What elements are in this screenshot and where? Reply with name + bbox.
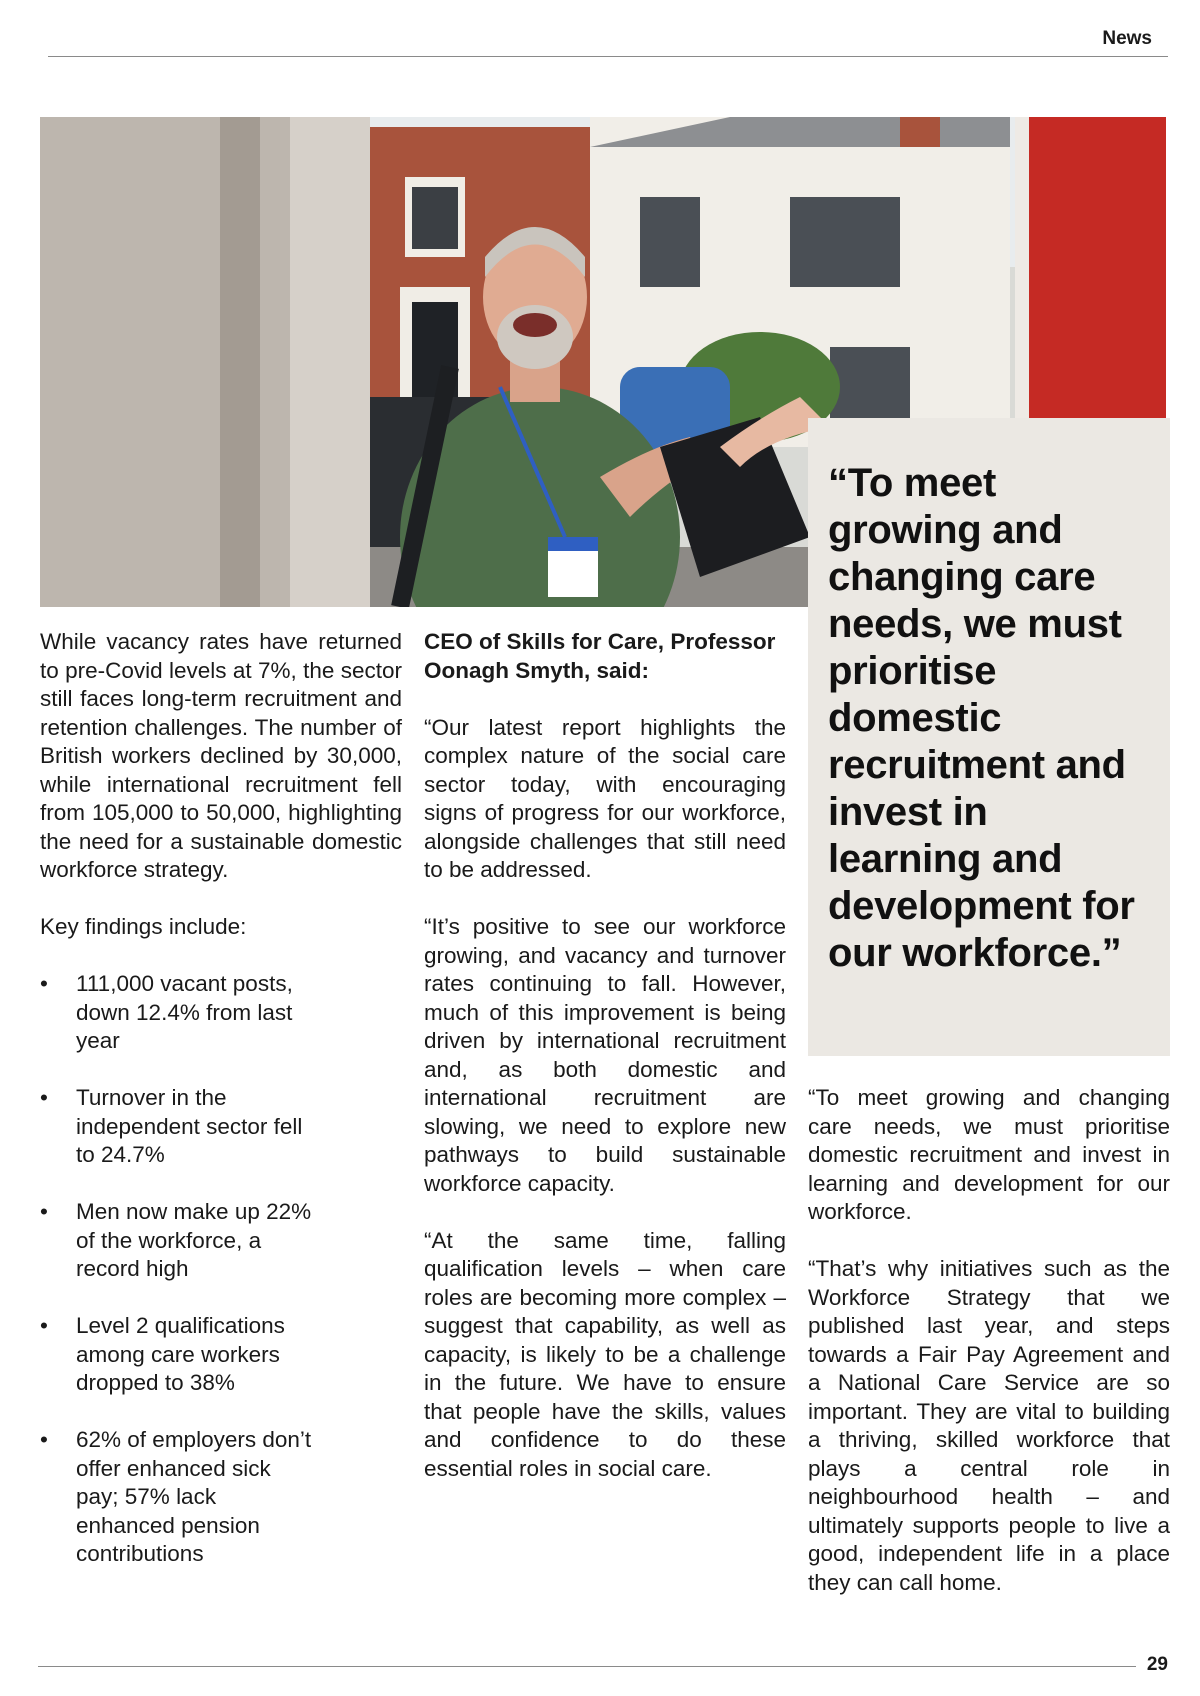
header-divider bbox=[48, 56, 1168, 57]
page-number: 29 bbox=[1146, 1654, 1168, 1675]
list-item bbox=[40, 970, 316, 1056]
body-paragraph: “At the same time, falling qualification levels – when care roles are becoming more complex – suggest that capability, as well as capacity, is likely to be a challenge in the future. We have to ensure that people have the skills, values and confidence to do these essential roles in social care. bbox=[424, 1227, 786, 1481]
list-item bbox=[40, 1198, 316, 1284]
body-paragraph: “Our latest report highlights the complex nature of the social care sector today, with encouraging signs of progress for our workforce, alongside challenges that still need to be addressed. bbox=[424, 714, 786, 882]
bullet-marker: • bbox=[40, 1313, 48, 1338]
intro-paragraph: While vacancy rates have returned to pre-Covid levels at 7%, the sector still faces long-term recruitment and retention challenges. The number of British workers declined by 30,000, while international recruitment fell from 105,000 to 50,000, highlighting the need for a sustainable domestic workforce strategy. bbox=[40, 629, 402, 882]
bullet-marker: • bbox=[40, 971, 48, 996]
bullet-marker: • bbox=[40, 1427, 48, 1452]
body-paragraph: “That’s why initiatives such as the Workforce Strategy that we published last year, and steps towards a Fair Pay Agreement and a National Care Service are so important. They are vital to building a thriving, skilled workforce that plays a central role in neighbourhood health – and ultimately supports people to live a good, independent life in a place they can call home. bbox=[808, 1256, 1170, 1595]
body-paragraph: “It’s positive to see our workforce growing, and vacancy and turnover rates continuing to fall. However, much of this improvement is being driven by international recruitment and, as both domestic and international recruitment are slowing, we need to explore new pathways to build sustainable workforce capacity. bbox=[424, 914, 786, 1196]
finding-text: 111,000 vacant posts, down 12.4% from last year bbox=[76, 971, 293, 1053]
article-column-1 bbox=[40, 628, 402, 1597]
findings-list bbox=[40, 970, 402, 1569]
finding-text: Turnover in the independent sector fell to 24.7% bbox=[76, 1085, 303, 1167]
list-item bbox=[40, 1312, 316, 1398]
bullet-marker: • bbox=[40, 1085, 48, 1110]
finding-text: Men now make up 22% of the workforce, a record high bbox=[76, 1199, 312, 1281]
finding-text: 62% of employers don’t offer enhanced sick pay; 57% lack enhanced pension contributions bbox=[76, 1427, 312, 1566]
pull-quote-text: “To meet growing and changing care needs, we must prioritise domestic recruitment and invest in learning and development for our workforce.” bbox=[828, 461, 1135, 975]
pull-quote-box bbox=[808, 418, 1170, 1056]
finding-text: Level 2 qualifications among care workers dropped to 38% bbox=[76, 1313, 285, 1395]
footer-divider bbox=[38, 1666, 1136, 1667]
body-paragraph: “To meet growing and changing care needs, we must prioritise domestic recruitment and invest in learning and development for our workforce. bbox=[808, 1085, 1170, 1224]
article-column-3 bbox=[808, 1084, 1170, 1626]
list-item bbox=[40, 1084, 316, 1170]
findings-heading: Key findings include: bbox=[40, 914, 247, 939]
quote-attribution-subhead: CEO of Skills for Care, Professor Oonagh Smyth, said: bbox=[424, 629, 776, 683]
list-item bbox=[40, 1426, 316, 1569]
bullet-marker: • bbox=[40, 1199, 48, 1224]
article-column-2 bbox=[424, 628, 786, 1512]
section-label: News bbox=[1102, 28, 1152, 49]
